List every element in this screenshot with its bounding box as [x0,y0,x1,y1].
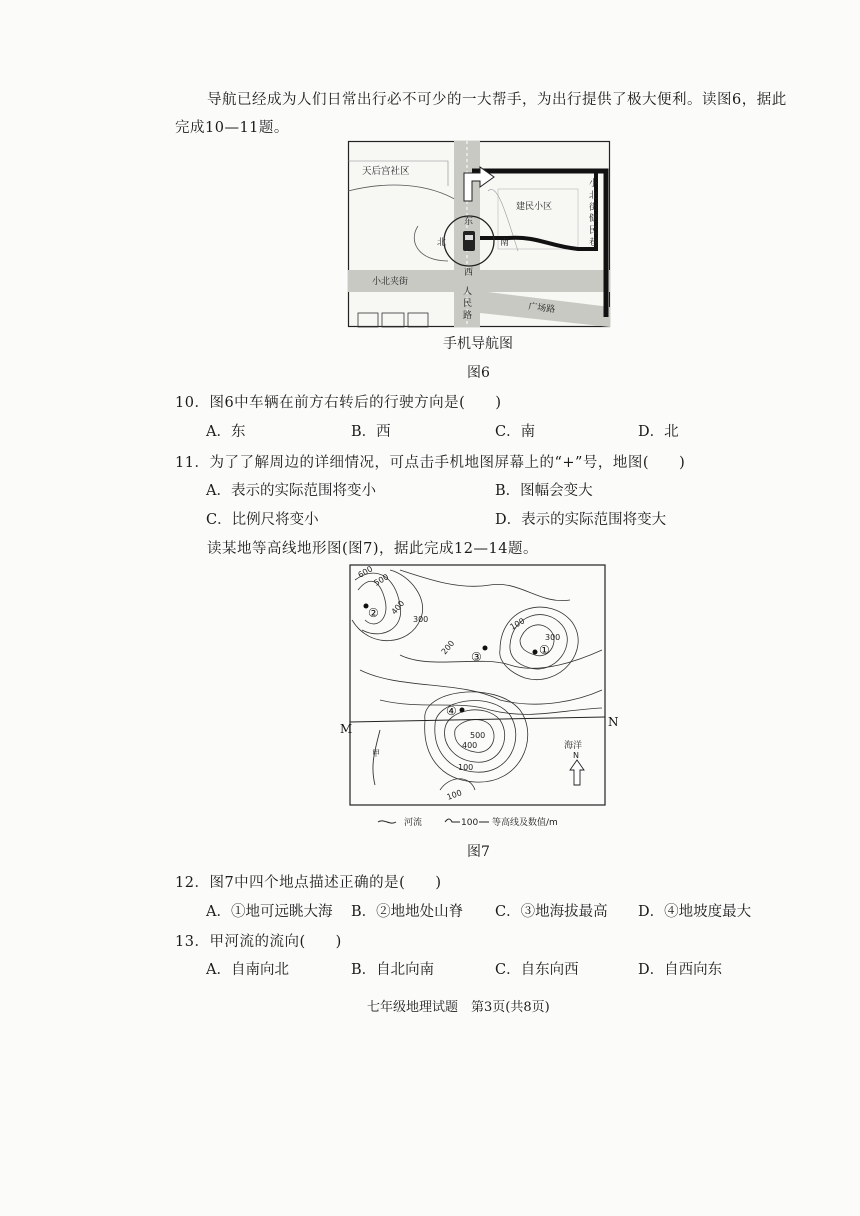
q12-option-b[interactable]: B．②地地处山脊 [351,904,464,920]
label-bei: 北 [437,238,447,248]
figure-6-navigation-map [348,141,610,327]
q10-option-a[interactable]: A．东 [206,424,246,440]
legend-river: 河流 [404,818,423,828]
contour-label-600: 600 [356,564,375,580]
label-xiaobei-3: 街 [589,203,599,213]
north-letter: N [573,751,579,760]
label-jianmin: 建民小区 [516,202,553,212]
q13-option-d[interactable]: D．自西向东 [638,962,723,978]
label-tianhou: 天后宫社区 [362,166,410,177]
label-guangshi-road: 广场路 [527,302,556,316]
q11-option-d[interactable]: D．表示的实际范围将变大 [495,512,667,528]
legend-contour-text: 等高线及数值/m [492,818,558,828]
contour-label-400: 400 [389,598,407,617]
point-4: ④ [446,704,457,718]
q12-option-d[interactable]: D．④地坡度最大 [638,904,752,920]
label-n: N [608,715,619,729]
label-xi: 西 [464,268,474,278]
label-renmin-3: 路 [463,311,473,321]
q10-option-c[interactable]: C．南 [495,424,536,440]
label-jianmin-lane-3: 巷 [589,238,599,248]
contour-label-100-south: 100 [458,763,474,772]
label-renmin-2: 民 [463,299,473,309]
page-footer: 七年级地理试题 第3页(共8页) [367,1000,550,1015]
contour-label-100-north: 100 [508,616,527,632]
contour-label-400-south: 400 [462,741,478,750]
q13-stem: 13．甲河流的流向( ) [175,934,342,950]
figure-6-caption: 手机导航图 [443,336,513,352]
intro-line-2: 完成10—11题。 [175,120,289,136]
label-m: M [340,722,353,736]
label-ocean: 海洋 [564,741,583,751]
figure-6-number: 图6 [467,365,490,381]
contour-label-100-bottom: 100 [445,788,464,802]
label-xiaobei-jia: 小北夹街 [372,277,409,287]
q13-option-c[interactable]: C．自东向西 [495,962,579,978]
label-jianmin-lane-2: 民 [589,226,599,236]
q13-option-b[interactable]: B．自北向南 [351,962,435,978]
contour-label-500-south: 500 [470,731,486,740]
q12-option-a[interactable]: A．①地可远眺大海 [206,904,333,920]
label-nan: 南 [500,238,510,248]
q10-option-d[interactable]: D．北 [638,424,679,440]
point-1: ① [539,643,550,657]
label-xiaobei-2: 北 [589,191,599,201]
point-2: ② [368,606,379,620]
label-dong: 东 [464,217,474,227]
q10-option-b[interactable]: B．西 [351,424,391,440]
label-jianmin-lane-1: 健 [589,214,599,224]
contour-label-300-east: 300 [545,633,561,642]
q11-option-a[interactable]: A．表示的实际范围将变小 [206,483,376,499]
contour-label-300: 300 [413,615,429,624]
label-jia: 甲 [372,749,380,758]
label-renmin-1: 人 [463,287,473,297]
contour-label-200: 200 [439,638,457,657]
label-xiaobei-1: 小 [589,179,599,189]
q11-option-c[interactable]: C．比例尺将变小 [206,512,319,528]
contour-label-500: 500 [372,572,391,588]
q11-stem: 11．为了了解周边的详细情况，可点击手机地图屏幕上的“+”号，地图( ) [175,455,686,471]
intro-2: 读某地等高线地形图(图7)，据此完成12—14题。 [207,541,538,557]
point-3: ③ [471,650,482,664]
q12-stem: 12．图7中四个地点描述正确的是( ) [175,875,442,891]
intro-line-1: 导航已经成为人们日常出行必不可少的一大帮手，为出行提供了极大便利。读图6，据此 [207,92,787,108]
legend-contour-value: 100 [461,818,479,828]
figure-7-number: 图7 [467,844,490,860]
q11-option-b[interactable]: B．图幅会变大 [495,483,593,499]
q10-stem: 10．图6中车辆在前方右转后的行驶方向是( ) [175,395,502,411]
q12-option-c[interactable]: C．③地海拔最高 [495,904,608,920]
q13-option-a[interactable]: A．自南向北 [206,962,289,978]
figure-7-contour-map [340,560,619,835]
